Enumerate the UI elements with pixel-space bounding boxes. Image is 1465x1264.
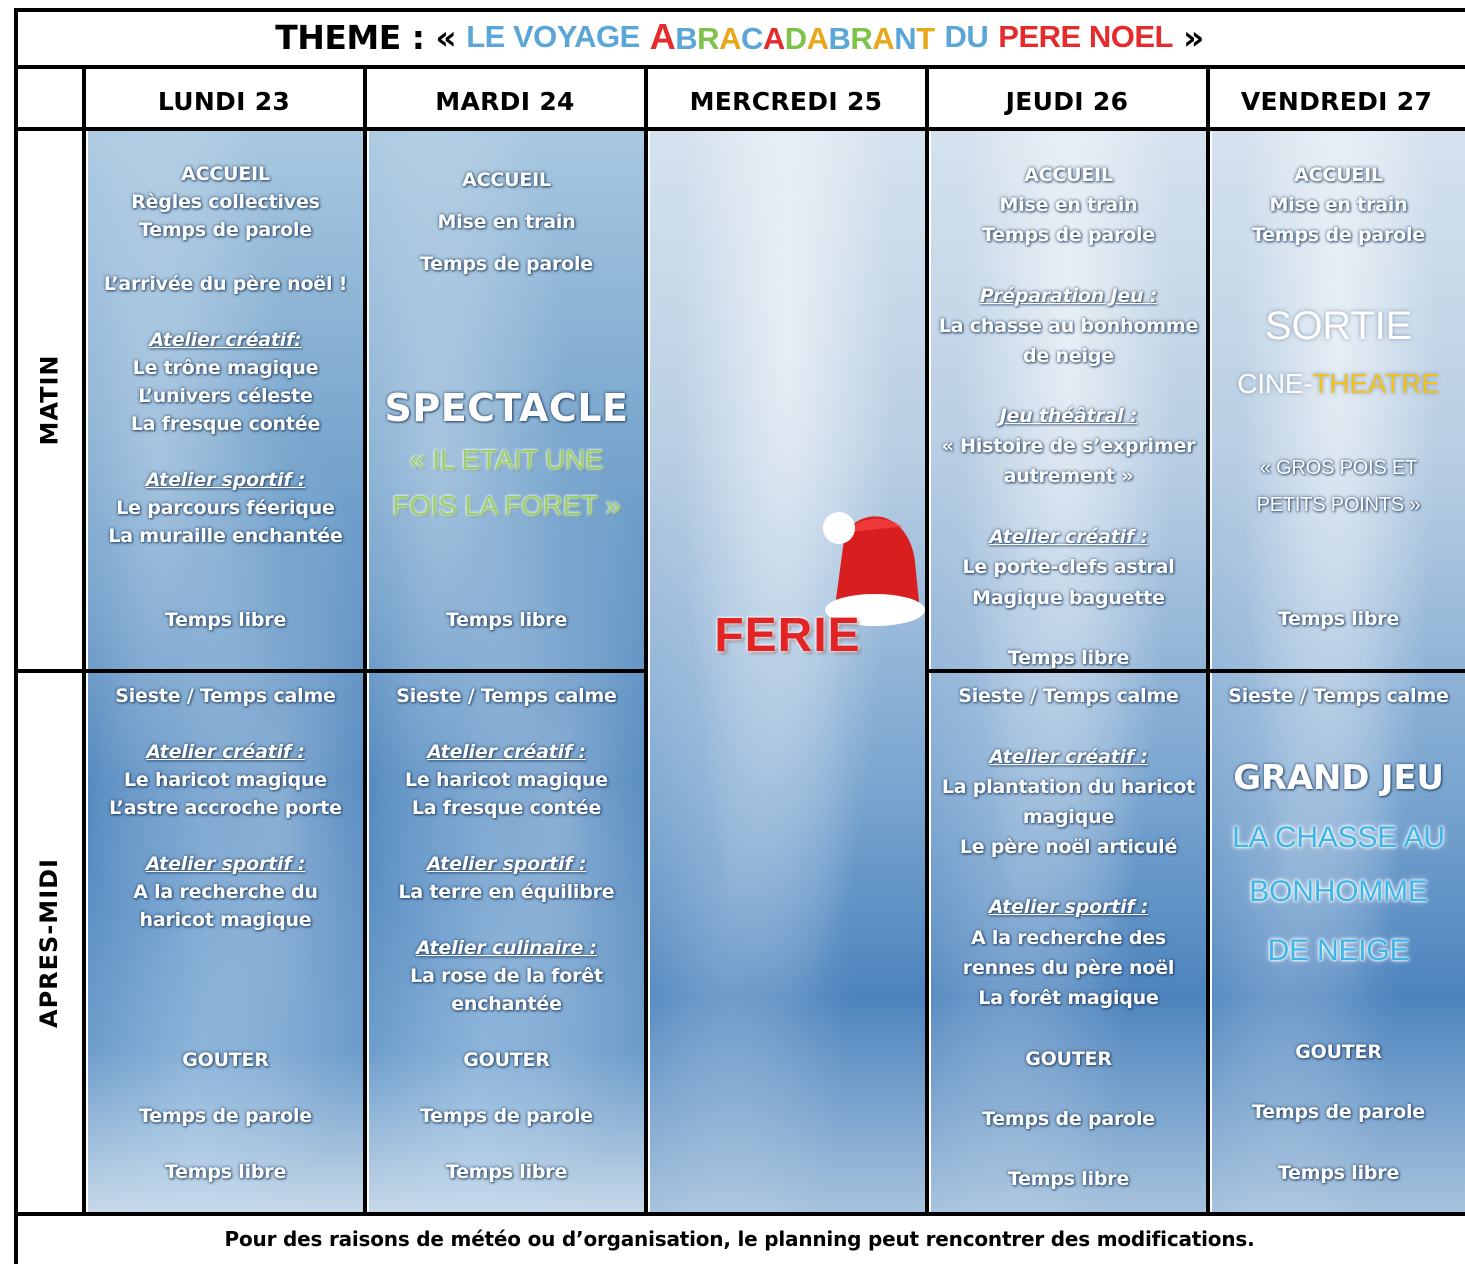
- title-letter: R: [697, 21, 720, 56]
- section-heading: Atelier sportif :: [145, 469, 306, 491]
- activity: Le parcours féerique: [116, 497, 335, 519]
- title-letter: A: [719, 21, 741, 56]
- activity: Temps libre: [1007, 647, 1130, 669]
- activity: Sieste / Temps calme: [958, 685, 1179, 707]
- grid-line: [925, 65, 929, 1214]
- activity: ACCUEIL: [462, 169, 551, 191]
- grid-line: [14, 8, 1465, 12]
- activity: Temps de parole: [139, 219, 312, 241]
- activity: L’arrivée du père noël !: [103, 273, 348, 295]
- activity: Temps de parole: [982, 1108, 1155, 1130]
- activity: La terre en équilibre: [398, 881, 615, 903]
- cell-mardi-matin: [369, 130, 644, 670]
- section-heading: Atelier créatif :: [989, 746, 1148, 768]
- activity: GOUTER: [463, 1049, 550, 1071]
- grid-line: [14, 8, 18, 1264]
- section-heading: Atelier créatif :: [146, 741, 305, 763]
- grid-line: [363, 65, 367, 1214]
- activity: Le porte-clefs astral: [962, 556, 1175, 578]
- activity: Temps de parole: [982, 224, 1155, 246]
- activity: Temps libre: [1007, 1168, 1130, 1190]
- cell-vendredi-matin: [1212, 130, 1465, 670]
- title-prefix: THEME : «: [275, 17, 457, 57]
- cell-lundi-matin: [88, 130, 363, 670]
- activity: Temps libre: [445, 1161, 568, 1183]
- title-letter: N: [894, 21, 917, 56]
- activity: Temps libre: [164, 609, 287, 631]
- activity: autrement »: [1003, 465, 1134, 487]
- title-letter: R: [850, 21, 873, 56]
- film-title-line1: « GROS POIS ET: [1259, 457, 1418, 479]
- section-heading: Atelier sportif :: [145, 853, 306, 875]
- title-letter: A: [762, 21, 785, 56]
- grid-line: [644, 65, 648, 1214]
- activity: La muraille enchantée: [108, 525, 343, 547]
- activity: L’univers céleste: [138, 385, 313, 407]
- sortie-title: SORTIE: [1265, 304, 1412, 348]
- activity: ACCUEIL: [1294, 164, 1383, 186]
- activity: Temps libre: [445, 609, 568, 631]
- activity: Temps de parole: [139, 1105, 312, 1127]
- activity: Magique baguette: [972, 587, 1165, 609]
- title-part4: PERE NOEL: [998, 19, 1173, 54]
- title-part1: LE VOYAGE: [466, 19, 640, 54]
- activity: La fresque contée: [130, 413, 321, 435]
- cell-vendredi-apres-midi: [1212, 672, 1465, 1214]
- theme-title: [14, 8, 1465, 66]
- activity: Temps de parole: [1252, 1101, 1425, 1123]
- activity: Règles collectives: [131, 191, 320, 213]
- header-jeudi: JEUDI 26: [1005, 87, 1129, 116]
- section-heading: Atelier sportif :: [426, 853, 587, 875]
- activity: Mise en train: [1269, 194, 1408, 216]
- grand-jeu-name-line3: DE NEIGE: [1267, 934, 1410, 967]
- activity: « Histoire de s’exprimer: [941, 435, 1196, 457]
- activity: rennes du père noël: [962, 957, 1175, 979]
- activity: GOUTER: [1025, 1048, 1112, 1070]
- activity: Temps libre: [1277, 1162, 1400, 1184]
- section-heading: Atelier créatif:: [149, 329, 302, 351]
- cell-jeudi-matin: [931, 130, 1206, 670]
- spectacle-name-line1: « IL ETAIT UNE: [409, 444, 604, 475]
- header-lundi: LUNDI 23: [157, 87, 291, 116]
- grand-jeu-title: GRAND JEU: [1233, 758, 1444, 798]
- ferie-label: FERIE: [714, 609, 861, 662]
- activity: Mise en train: [437, 211, 576, 233]
- grid-line: [14, 65, 1465, 69]
- activity: ACCUEIL: [181, 163, 270, 185]
- title-letter: T: [916, 21, 935, 56]
- row-label-apres-midi: APRES-MIDI: [35, 858, 64, 1028]
- planning-table: [14, 8, 1465, 1264]
- title-suffix: »: [1182, 17, 1204, 57]
- header-vendredi: VENDREDI 27: [1240, 87, 1433, 116]
- activity: Temps de parole: [420, 1105, 593, 1127]
- title-letter: B: [828, 21, 851, 56]
- activity: Temps libre: [1277, 608, 1400, 630]
- grand-jeu-name-line2: BONHOMME: [1249, 875, 1428, 908]
- cell-mardi-apres-midi: [369, 672, 644, 1214]
- section-heading: Atelier créatif :: [427, 741, 586, 763]
- activity: enchantée: [451, 993, 562, 1015]
- activity: Sieste / Temps calme: [1228, 685, 1449, 707]
- spectacle-name-line2: FOIS LA FORET »: [392, 490, 621, 521]
- activity: ACCUEIL: [1024, 164, 1113, 186]
- activity: haricot magique: [139, 909, 312, 931]
- section-heading: Atelier créatif :: [989, 526, 1148, 548]
- activity: magique: [1022, 806, 1115, 828]
- activity: La rose de la forêt: [410, 965, 603, 987]
- grid-line: [14, 127, 1465, 131]
- activity: GOUTER: [182, 1049, 269, 1071]
- activity: Le haricot magique: [124, 769, 327, 791]
- grid-line: [1206, 65, 1210, 1214]
- activity: A la recherche du: [133, 881, 318, 903]
- activity: Sieste / Temps calme: [396, 685, 617, 707]
- row-label-matin: MATIN: [35, 354, 64, 446]
- spectacle-title: SPECTACLE: [384, 386, 629, 430]
- activity: La plantation du haricot: [941, 776, 1196, 798]
- section-heading: Jeu théâtral :: [999, 405, 1138, 427]
- section-heading: Préparation Jeu :: [979, 285, 1158, 307]
- activity: Le père noël articulé: [959, 836, 1178, 858]
- title-letter: A: [649, 16, 676, 57]
- sortie-destination: CINE-THEATRE: [1237, 368, 1440, 399]
- activity: Temps libre: [164, 1161, 287, 1183]
- title-letter: A: [806, 21, 829, 56]
- title-letter: A: [872, 21, 895, 56]
- activity: A la recherche des: [970, 927, 1167, 949]
- header-mercredi: MERCREDI 25: [689, 87, 883, 116]
- grid-line: [14, 669, 646, 673]
- title-letter: C: [740, 21, 763, 56]
- activity: Le trône magique: [132, 357, 319, 379]
- header-mardi: MARDI 24: [435, 87, 575, 116]
- title-part3: DU: [944, 19, 989, 54]
- title-abracadabrant: [650, 16, 935, 58]
- grid-line: [927, 669, 1465, 673]
- cell-jeudi-apres-midi: [931, 672, 1206, 1214]
- activity: Temps de parole: [1252, 224, 1425, 246]
- grid-line: [82, 65, 86, 1214]
- title-letter: D: [784, 21, 807, 56]
- activity: GOUTER: [1295, 1041, 1382, 1063]
- activity: La fresque contée: [411, 797, 602, 819]
- activity: Le haricot magique: [405, 769, 608, 791]
- activity: Mise en train: [999, 194, 1138, 216]
- film-title-line2: PETITS POINTS »: [1256, 494, 1421, 516]
- cell-lundi-apres-midi: [88, 672, 363, 1214]
- grand-jeu-name-line1: LA CHASSE AU: [1232, 821, 1445, 854]
- section-heading: Atelier culinaire :: [416, 937, 597, 959]
- footer-note: Pour des raisons de météo ou d’organisation, le planning peut rencontrer des modifications.: [224, 1227, 1255, 1251]
- activity: Sieste / Temps calme: [115, 685, 336, 707]
- activity: La chasse au bonhomme: [938, 315, 1199, 337]
- title-letter: B: [675, 21, 698, 56]
- activity: L’astre accroche porte: [109, 797, 342, 819]
- section-heading: Atelier sportif :: [988, 896, 1149, 918]
- activity: Temps de parole: [420, 253, 593, 275]
- activity: de neige: [1023, 345, 1114, 367]
- activity: La forêt magique: [978, 987, 1159, 1009]
- column-mercredi: [650, 130, 925, 1214]
